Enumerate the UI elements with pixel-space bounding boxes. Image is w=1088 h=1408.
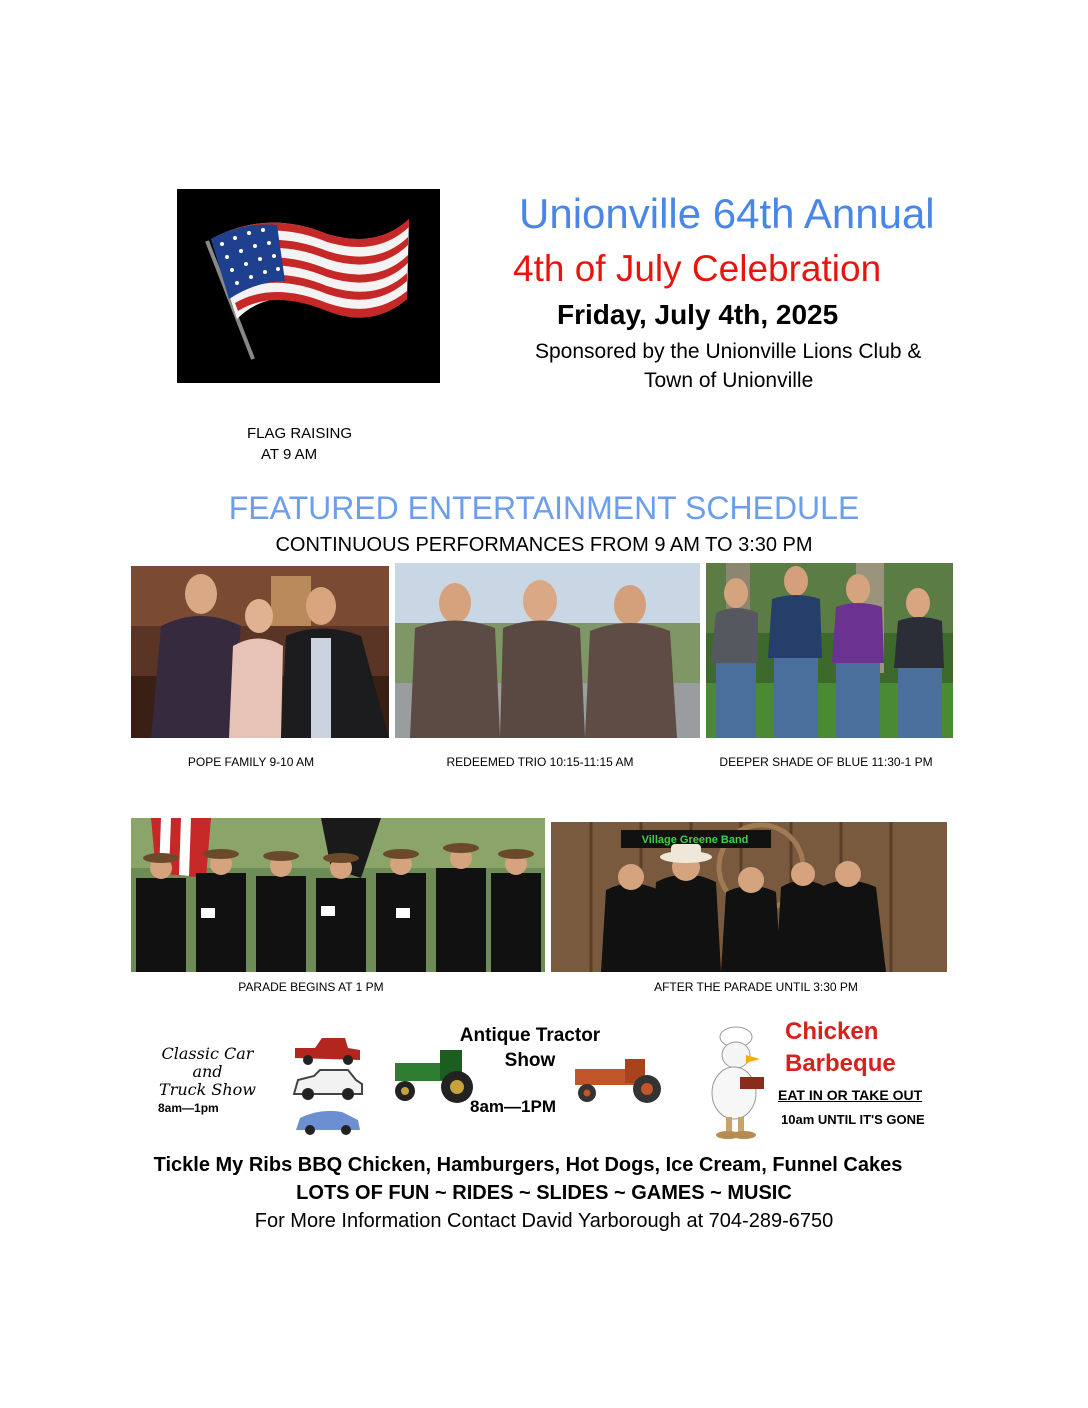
- act-caption-after-parade: AFTER THE PARADE UNTIL 3:30 PM: [654, 980, 858, 994]
- car-show-line-3: Truck Show: [159, 1080, 256, 1099]
- tractor-show-line-2: Show: [504, 1050, 556, 1071]
- chef-chicken-icon: [700, 1025, 780, 1143]
- bbq-line-1: Chicken: [785, 1018, 879, 1045]
- bbq-hours: 10am UNTIL IT'S GONE: [781, 1112, 925, 1127]
- event-subtitle: 4th of July Celebration: [513, 248, 882, 289]
- fun-list: LOTS OF FUN ~ RIDES ~ SLIDES ~ GAMES ~ MUSIC: [296, 1182, 792, 1204]
- act-caption-redeemed-trio: REDEEMED TRIO 10:15-11:15 AM: [446, 755, 634, 769]
- green-tractor-icon: [385, 1045, 485, 1105]
- redeemed-trio-photo: [395, 563, 700, 738]
- food-list: Tickle My Ribs BBQ Chicken, Hamburgers, Hot Dogs, Ice Cream, Funnel Cakes: [153, 1154, 903, 1176]
- car-show-title: [140, 1045, 275, 1099]
- deeper-shade-of-blue-photo: [706, 563, 953, 738]
- act-caption-pope-family: POPE FAMILY 9-10 AM: [187, 755, 315, 769]
- sponsor-line-1: Sponsored by the Unionville Lions Club &: [535, 340, 922, 363]
- red-tractor-icon: [565, 1055, 675, 1105]
- tractor-show-time: 8am—1PM: [470, 1097, 556, 1116]
- flag-raising-time: AT 9 AM: [261, 446, 318, 463]
- american-flag-image: [177, 189, 440, 383]
- pope-family-photo: [131, 566, 389, 738]
- contact-info: For More Information Contact David Yarborough at 704-289-6750: [254, 1210, 834, 1232]
- classic-cars-icon: [290, 1030, 365, 1142]
- bbq-title: [785, 1016, 896, 1080]
- act-caption-parade: PARADE BEGINS AT 1 PM: [238, 980, 384, 994]
- event-date: Friday, July 4th, 2025: [557, 299, 839, 330]
- sponsor-line-2: Town of Unionville: [644, 369, 814, 392]
- car-show-line-2: and: [192, 1062, 223, 1081]
- schedule-heading: FEATURED ENTERTAINMENT SCHEDULE: [228, 490, 860, 526]
- flag-raising-label: FLAG RAISING: [247, 425, 353, 442]
- bbq-line-2: Barbeque: [785, 1050, 896, 1077]
- bbq-eat-in: EAT IN OR TAKE OUT: [778, 1087, 923, 1103]
- car-show-time: 8am—1pm: [158, 1101, 219, 1115]
- schedule-subheading: CONTINUOUS PERFORMANCES FROM 9 AM TO 3:30 PM: [275, 534, 813, 556]
- parade-photo: [131, 818, 545, 972]
- event-title: Unionville 64th Annual: [519, 190, 935, 237]
- tractor-show-line-1: Antique Tractor: [459, 1025, 601, 1046]
- act-caption-deeper-shade-of-blue: DEEPER SHADE OF BLUE 11:30-1 PM: [719, 755, 933, 769]
- car-show-line-1: Classic Car: [161, 1044, 254, 1063]
- band-sign: Village Greene Band: [641, 834, 749, 846]
